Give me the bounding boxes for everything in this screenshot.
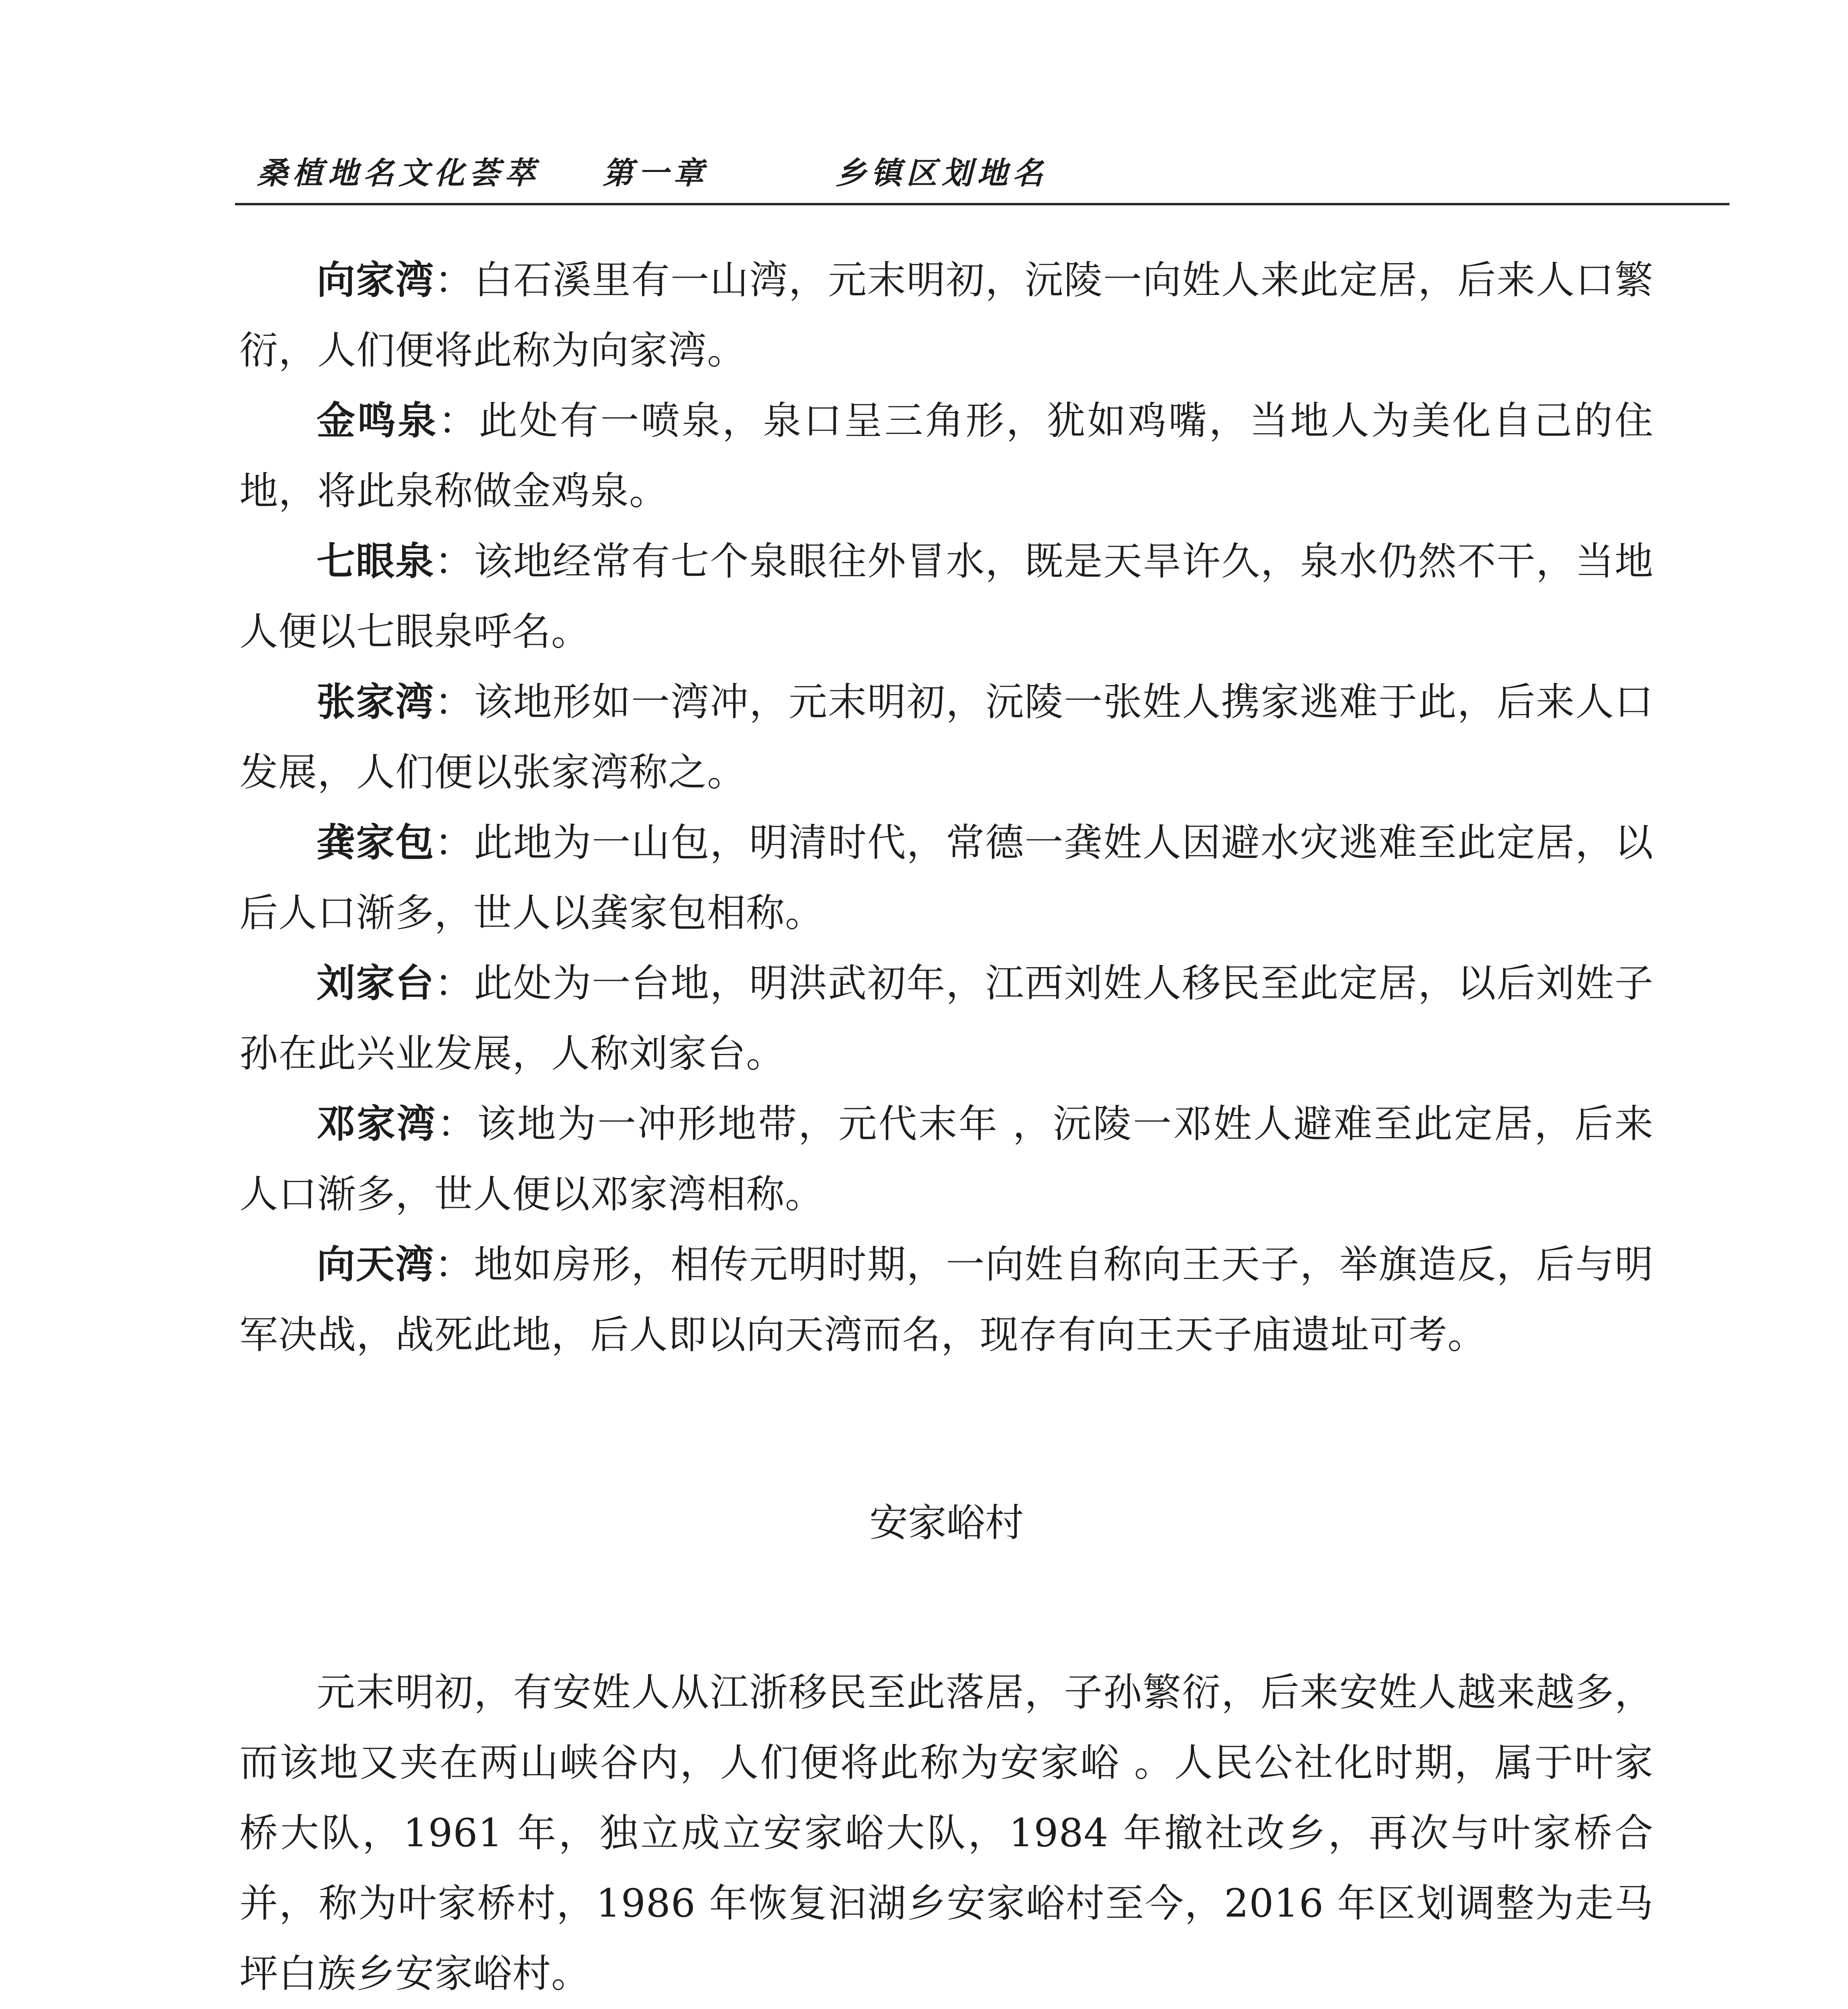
entry-text: ：白石溪里有一山湾，元末明初，沅陵一向姓人来此定居，后来人口繁衍，人们便将此称为向家湾。 [239,258,1654,373]
entry-paragraph [239,386,1654,526]
entry-paragraph [239,808,1654,948]
entry-paragraph [239,245,1654,386]
entry-term: 金鸣泉 [317,398,438,443]
entry-term: 向家湾 [317,258,435,303]
entry-paragraph [239,667,1654,808]
entry-paragraph [239,1089,1654,1230]
header-rule [235,203,1729,205]
entry-text: ：该地形如一湾冲，元末明初，沅陵一张姓人携家逃难于此，后来人口发展，人们便以张家湾称之。 [239,679,1654,795]
entry-paragraph [239,526,1654,667]
entry-term: 刘家台 [317,961,435,1006]
entry-text: ：此处有一喷泉，泉口呈三角形，犹如鸡嘴，当地人为美化自己的住地，将此泉称做金鸡泉。 [239,398,1654,514]
entry-term: 七眼泉 [317,539,435,584]
entry-paragraph [239,948,1654,1089]
header-section: 乡镇区划地名 [836,155,1048,191]
running-header [257,149,1727,191]
entry-term: 龚家包 [317,820,435,865]
entry-text: ：该地为一冲形地带，元代末年 ，沅陵一邓姓人避难至此定居，后来人口渐多，世人便以邓家湾相称。 [239,1101,1654,1217]
entry-term: 张家湾 [317,679,435,724]
header-chapter: 第一章 [603,155,709,191]
intro-paragraph: 元末明初，有安姓人从江浙移民至此落居，子孙繁衍，后来安姓人越来越多，而该地又夹在两山峡谷内，人们便将此称为安家峪 。人民公社化时期，属于叶家桥大队，1961 年，独立成立安家峪大队，1984 年撤社改乡，再次与叶家桥合并，称为叶家桥村，1986 年恢复汩湖乡安家峪村至今，2016 年区划调整为走马坪白族乡安家峪村。 [239,1670,1654,1996]
entry-term: 向天湾 [317,1242,435,1287]
section-title: 安家峪村 [869,1500,1024,1545]
entry-text: ：该地经常有七个泉眼往外冒水，既是天旱许久，泉水仍然不干，当地人便以七眼泉呼名。 [239,539,1654,654]
entry-text: ：地如房形，相传元明时期，一向姓自称向王天子，举旗造反，后与明军决战，战死此地，后人即以向天湾而名，现存有向王天子庙遗址可考。 [239,1242,1654,1357]
page-body [239,245,1654,2009]
header-book-title: 桑植地名文化荟萃 [257,155,540,191]
entry-text: ：此地为一山包，明清时代，常德一龚姓人因避水灾逃难至此定居，以后人口渐多，世人以龚家包相称。 [239,820,1654,935]
entry-text: ：此处为一台地，明洪武初年，江西刘姓人移民至此定居，以后刘姓子孙在此兴业发展，人称刘家台。 [239,961,1654,1076]
entry-term: 邓家湾 [317,1101,437,1146]
entry-paragraph [239,1230,1654,1370]
